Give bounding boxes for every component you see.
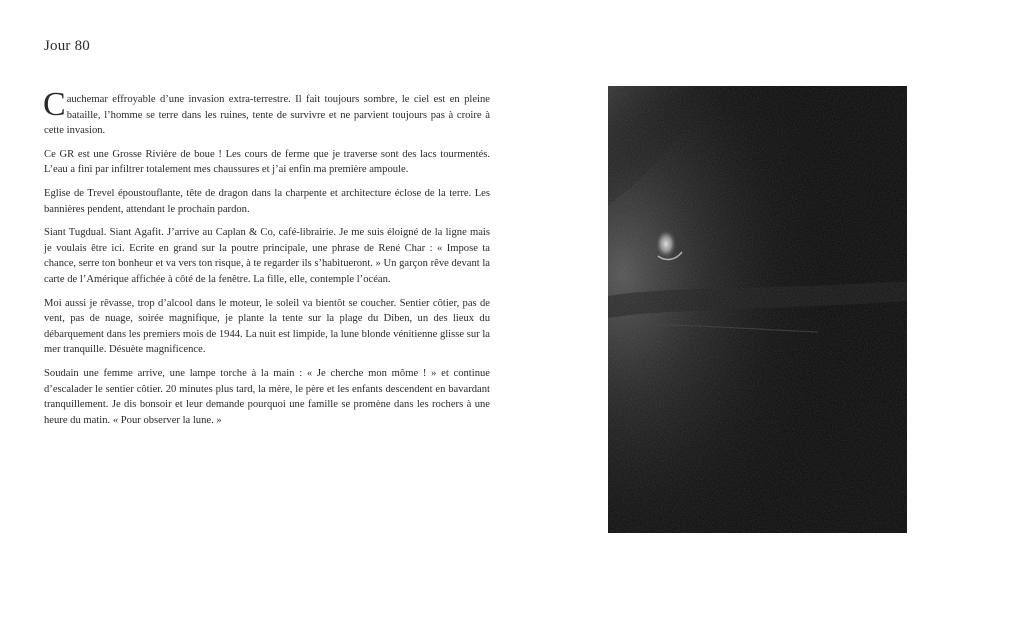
night-photo-icon (608, 86, 907, 533)
journal-text (43, 86, 490, 436)
paragraph-6: Soudain une femme arrive, une lampe torche à la main : « Je cherche mon môme ! » et continue d’escalader le sentier côtier. 20 minutes plus tard, la mère, le père et les enfants descendent en bavardant tranquillement. Je dis bonsoir et leur demande pourquoi une famille se promène dans les rochers à une heure du matin. « Pour observer la lune. » (44, 367, 490, 426)
night-photo (608, 86, 907, 533)
paragraph-1 (43, 86, 490, 139)
page-title: Jour 80 (44, 38, 90, 54)
paragraph-1-text: auchemar effroyable d’une invasion extra-terrestre. Il fait toujours sombre, le ciel est en pleine bataille, l’homme se terre dans les ruines, tente de survivre et ne parvient toujours pas à croire à cette invasion. (44, 94, 490, 137)
paragraph-5: Moi aussi je rêvasse, trop d’alcool dans le moteur, le soleil va bientôt se coucher. Sentier côtier, pas de vent, pas de nuage, soirée magnifique, je plante la tente sur la plage du Diben, un des lieux du débarquement dans les premiers mois de 1944. La nuit est limpide, la lune blonde vénitienne glisse sur la mer tranquille. Désuète magnificence. (44, 297, 490, 356)
photo-grain (608, 86, 907, 533)
paragraph-2: Ce GR est une Grosse Rivière de boue ! Les cours de ferme que je traverse sont des lacs tourmentés. L’eau a fini par infiltrer totalement mes chaussures et j’ai enfin ma première ampoule. (44, 148, 490, 176)
paragraph-4: Siant Tugdual. Siant Agafit. J’arrive au Caplan & Co, café-librairie. Je me suis éloigné de la ligne mais je voulais être ici. Ecrite en grand sur la poutre principale, une phrase de René Char : « Impose ta chance, serre ton bonheur et va vers ton risque, à te regarder ils s’habitueront. » Un garçon rêve devant la carte de l’Amérique affichée à côté de la fenêtre. La fille, elle, contemple l’océan. (44, 227, 490, 285)
drop-cap: C (43, 86, 66, 123)
paragraph-3: Eglise de Trevel époustouflante, tête de dragon dans la charpente et architecture éclose de la terre. Les bannières pendent, attendant le prochain pardon. (44, 187, 490, 215)
